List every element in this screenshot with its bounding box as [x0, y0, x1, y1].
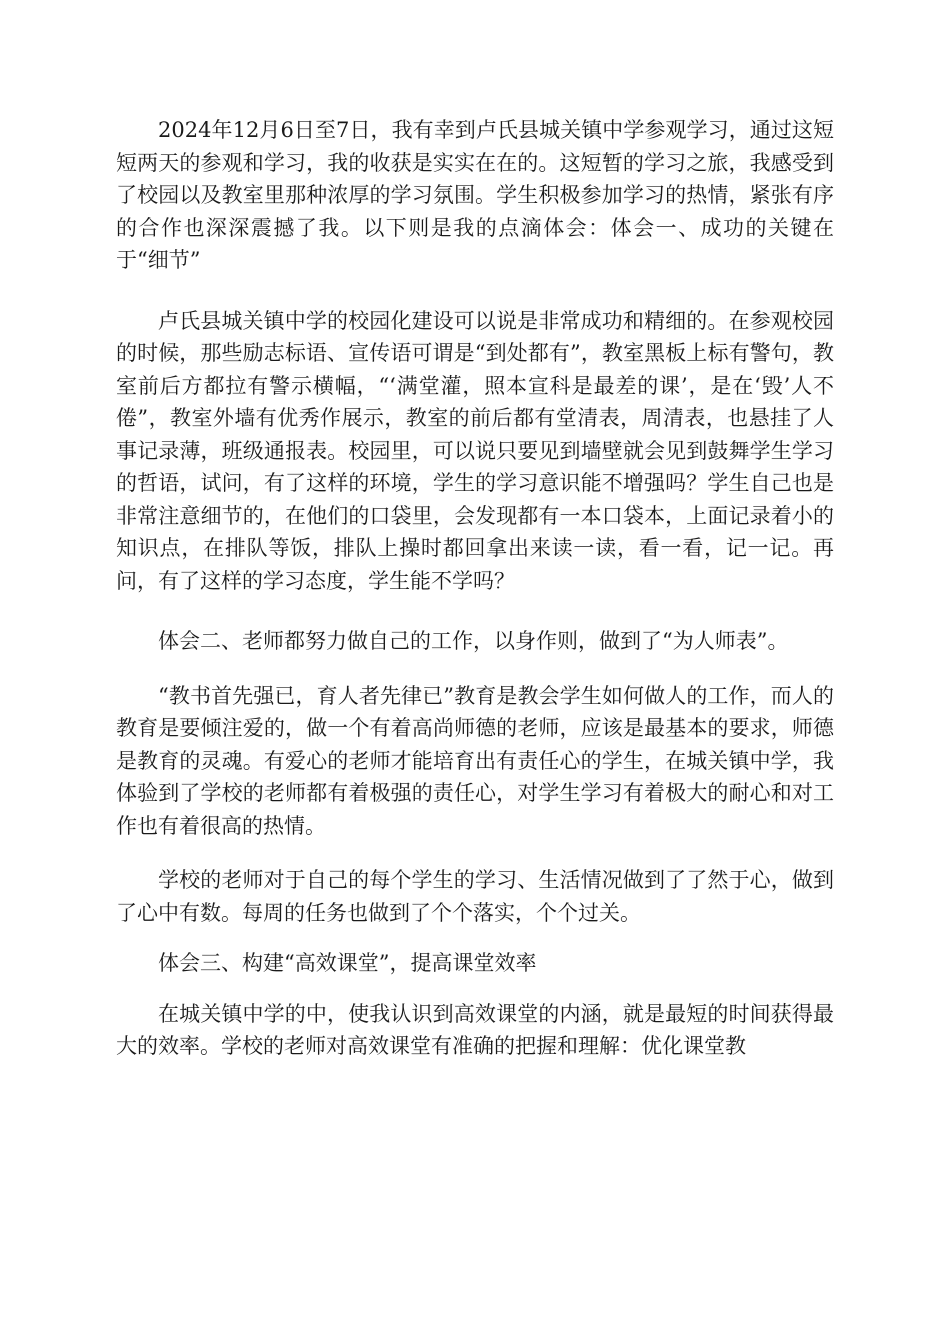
document-body	[116, 114, 834, 1063]
paragraph-students: 学校的老师对于自己的每个学生的学习、生活情况做到了了然于心，做到了心中有数。每周的任务也做到了个个落实，个个过关。	[116, 868, 834, 925]
paragraph-details: 卢氏县城关镇中学的校园化建设可以说是非常成功和精细的。在参观校园的时候，那些励志标语、宣传语可谓是“到处都有”，教室黑板上标有警句，教室前后方都拉有警示横幅，“‘满堂灌，照本宣科是最差的课’，是在‘毁’人不倦”，教室外墙有优秀作展示，教室的前后都有堂清表，周清表，也悬挂了人事记录薄，班级通报表。校园里，可以说只要见到墙壁就会见到鼓舞学生学习的哲语，试问，有了这样的环境，学生的学习意识能不增强吗？学生自己也是非常注意细节的，在他们的口袋里，会发现都有一本口袋本，上面记录着小的知识点，在排队等饭，排队上操时都回拿出来读一读，看一看，记一记。再问，有了这样的学习态度，学生能不学吗？	[116, 308, 834, 593]
paragraph-intro: 2024年12月6日至7日，我有幸到卢氏县城关镇中学参观学习，通过这短短两天的参观和学习，我的收获是实实在在的。这短暂的学习之旅，我感受到了校园以及教室里那种浓厚的学习氛围。学生积极参加学习的热情，紧张有序的合作也深深震撼了我。以下则是我的点滴体会：体会一、成功的关键在于“细节”	[116, 118, 834, 272]
paragraph-heading-2: 体会二、老师都努力做自己的工作，以身作则，做到了“为人师表”。	[158, 629, 789, 653]
paragraph-teachers: “教书首先强已，育人者先律已”教育是教会学生如何做人的工作，而人的教育是要倾注爱的，做一个有着高尚师德的老师，应该是最基本的要求，师德是教育的灵魂。有爱心的老师才能培育出有责任心的学生，在城关镇中学，我体验到了学校的老师都有着极强的责任心，对学生学习有着极大的耐心和对工作也有着很高的热情。	[116, 683, 834, 838]
paragraph-efficient-classroom: 在城关镇中学的中，使我认识到高效课堂的内涵，就是最短的时间获得最大的效率。学校的老师对高效课堂有准确的把握和理解：优化课堂教	[116, 1001, 834, 1058]
paragraph-heading-3: 体会三、构建“高效课堂”，提高课堂效率	[158, 951, 537, 975]
